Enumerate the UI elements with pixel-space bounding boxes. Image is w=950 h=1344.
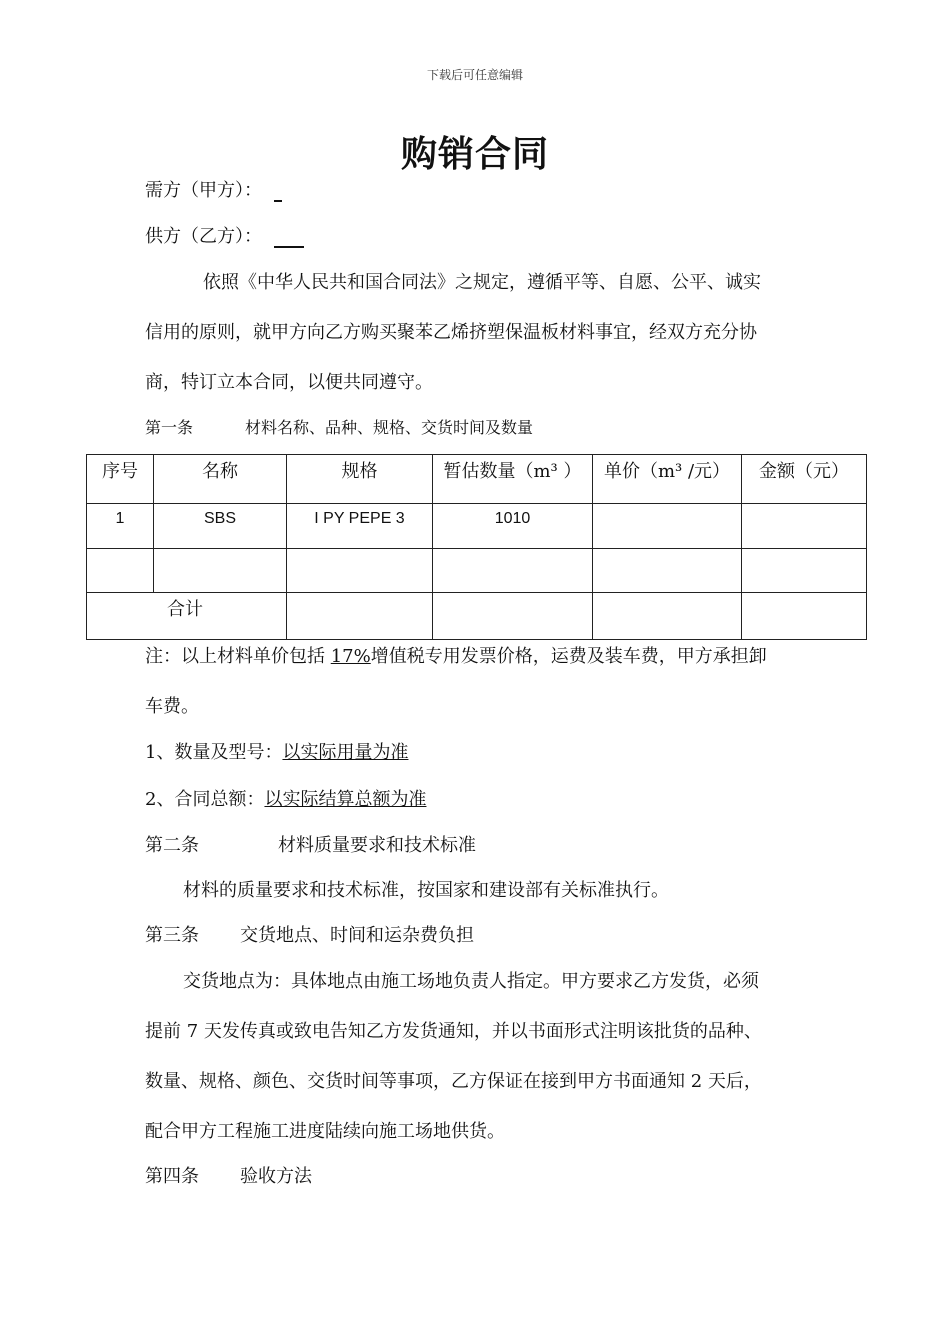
table-cell — [742, 549, 867, 593]
table-cell — [433, 593, 593, 640]
table-cell: 1010 — [433, 504, 593, 549]
table-cell — [87, 549, 154, 593]
article2-number: 第二条 — [145, 835, 199, 856]
table-cell: I PY PEPE 3 — [287, 504, 433, 549]
table-cell — [593, 504, 742, 549]
table-cell: SBS — [154, 504, 287, 549]
article4-number: 第四条 — [145, 1166, 199, 1187]
table-cell — [742, 593, 867, 640]
table-cell: 1 — [87, 504, 154, 549]
table-cell — [742, 504, 867, 549]
item1 — [145, 738, 408, 764]
buyer-blank[interactable] — [274, 182, 282, 202]
table-cell — [287, 593, 433, 640]
header-note: 下载后可任意编辑 — [426, 68, 523, 82]
table-cell — [593, 549, 742, 593]
intro-line-2: 信用的原则，就甲方向乙方购买聚苯乙烯挤塑保温板材料事宜，经双方充分协 — [145, 322, 757, 343]
table-header-cell: 暂估数量（m³ ） — [433, 455, 593, 504]
seller-blank[interactable] — [274, 228, 304, 248]
table-header-row — [87, 455, 867, 504]
article3-number: 第三条 — [145, 925, 199, 946]
table-header-cell: 单价（m³ /元） — [593, 455, 742, 504]
note-line-2: 车费。 — [145, 696, 199, 717]
table-cell — [154, 549, 287, 593]
note-line-1 — [145, 642, 767, 668]
table-cell — [433, 549, 593, 593]
article3-body-line-2: 提前 7 天发传真或致电告知乙方发货通知，并以书面形式注明该批货的品种、 — [145, 1021, 762, 1042]
intro-line-1: 依照《中华人民共和国合同法》之规定，遵循平等、自愿、公平、诚实 — [203, 272, 761, 293]
seller-line — [145, 222, 304, 248]
table-cell — [593, 593, 742, 640]
item2-value: 以实际结算总额为准 — [264, 789, 427, 810]
article3-title: 交货地点、时间和运杂费负担 — [240, 925, 474, 946]
table-total-row — [87, 593, 867, 640]
item1-value: 以实际用量为准 — [282, 742, 409, 763]
seller-label: 供方（乙方）： — [145, 226, 262, 247]
article4-title: 验收方法 — [240, 1166, 312, 1187]
article1-title: 材料名称、品种、规格、交货时间及数量 — [245, 418, 534, 437]
item1-label: 1、数量及型号： — [145, 742, 283, 763]
table-row — [87, 504, 867, 549]
materials-table — [86, 454, 867, 640]
table-header-cell: 规格 — [287, 455, 433, 504]
article3-body-line-4: 配合甲方工程施工进度陆续向施工场地供货。 — [145, 1121, 505, 1142]
item2-label: 2、合同总额： — [145, 789, 265, 810]
total-label: 合计 — [87, 593, 287, 640]
article1-number: 第一条 — [145, 418, 194, 437]
table-cell — [287, 549, 433, 593]
article3-body-line-3: 数量、规格、颜色、交货时间等事项，乙方保证在接到甲方书面通知 2 天后， — [145, 1071, 762, 1092]
note-prefix: 注：以上材料单价包括 — [145, 646, 331, 667]
intro-line-3: 商，特订立本合同，以便共同遵守。 — [145, 372, 433, 393]
table-header-cell: 金额（元） — [742, 455, 867, 504]
article2-title: 材料质量要求和技术标准 — [278, 835, 476, 856]
document-title: 购销合同 — [400, 133, 549, 175]
table-header-cell: 名称 — [154, 455, 287, 504]
table-header-cell: 序号 — [87, 455, 154, 504]
article3-body-line-1: 交货地点为：具体地点由施工场地负责人指定。甲方要求乙方发货，必须 — [183, 971, 759, 992]
buyer-line — [145, 176, 282, 202]
table-row — [87, 549, 867, 593]
vat-rate: 17% — [330, 646, 371, 667]
note-suffix: 增值税专用发票价格，运费及装车费，甲方承担卸 — [370, 646, 767, 667]
article2-body: 材料的质量要求和技术标准，按国家和建设部有关标准执行。 — [183, 880, 669, 901]
buyer-label: 需方（甲方）： — [145, 180, 262, 201]
item2 — [145, 785, 426, 811]
